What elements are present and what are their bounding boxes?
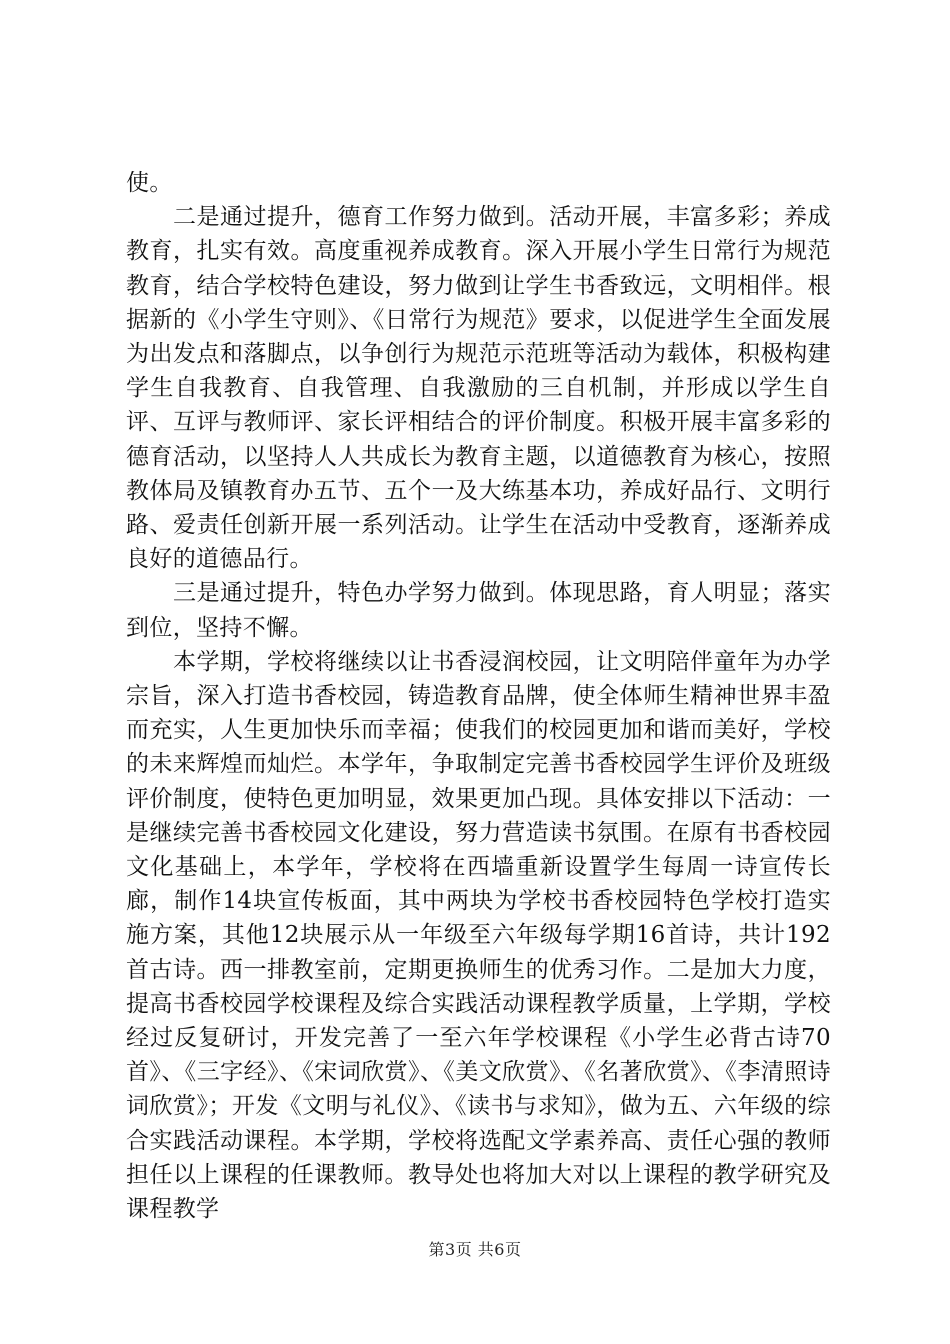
paragraph: 二是通过提升，德育工作努力做到。活动开展，丰富多彩；养成教育，扎实有效。高度重视养成教育。深入开展小学生日常行为规范教育，结合学校特色建设，努力做到让学生书香致远，文明相伴。根据新的《小学生守则》、《日常行为规范》要求，以促进学生全面发展为出发点和落脚点，以争创行为规范示范班等活动为载体，积极构建学生自我教育、自我管理、自我激励的三自机制，并形成以学生自评、互评与教师评、家长评相结合的评价制度。积极开展丰富多彩的德育活动，以坚持人人共成长为教育主题，以道德教育为核心，按照教体局及镇教育办五节、五个一及大练基本功，养成好品行、文明行路、爱责任创新开展一系列活动。让学生在活动中受教育，逐渐养成良好的道德品行。 [126, 204, 831, 573]
page-number-footer: 第3页 共6页 [428, 1240, 522, 1259]
paragraph: 本学期，学校将继续以让书香浸润校园，让文明陪伴童年为办学宗旨，深入打造书香校园，铸造教育品牌，使全体师生精神世界丰盈而充实，人生更加快乐而幸福；使我们的校园更加和谐而美好，学校的未来辉煌而灿烂。本学年，争取制定完善书香校园学生评价及班级评价制度，使特色更加明显，效果更加凸现。具体安排以下活动：一是继续完善书香校园文化建设，努力营造读书氛围。在原有书香校园文化基础上，本学年，学校将在西墙重新设置学生每周一诗宣传长廊，制作14块宣传板面，其中两块为学校书香校园特色学校打造实施方案，其他12块展示从一年级至六年级每学期16首诗，共计192首古诗。西一排教室前，定期更换师生的优秀习作。二是加大力度，提高书香校园学校课程及综合实践活动课程教学质量，上学期，学校经过反复研讨，开发完善了一至六年学校课程《小学生必背古诗70首》、《三字经》、《宋词欣赏》、《美文欣赏》、《名著欣赏》、《李清照诗词欣赏》；开发《文明与礼仪》、《读书与求知》，做为五、六年级的综合实践活动课程。本学期，学校将选配文学素养高、责任心强的教师担任以上课程的任课教师。教导处也将加大对以上课程的教学研究及课程教学 [126, 648, 831, 1223]
paragraph: 使。 [126, 170, 173, 196]
paragraph: 三是通过提升，特色办学努力做到。体现思路，育人明显；落实到位，坚持不懈。 [126, 580, 831, 641]
document-body [126, 166, 831, 1226]
